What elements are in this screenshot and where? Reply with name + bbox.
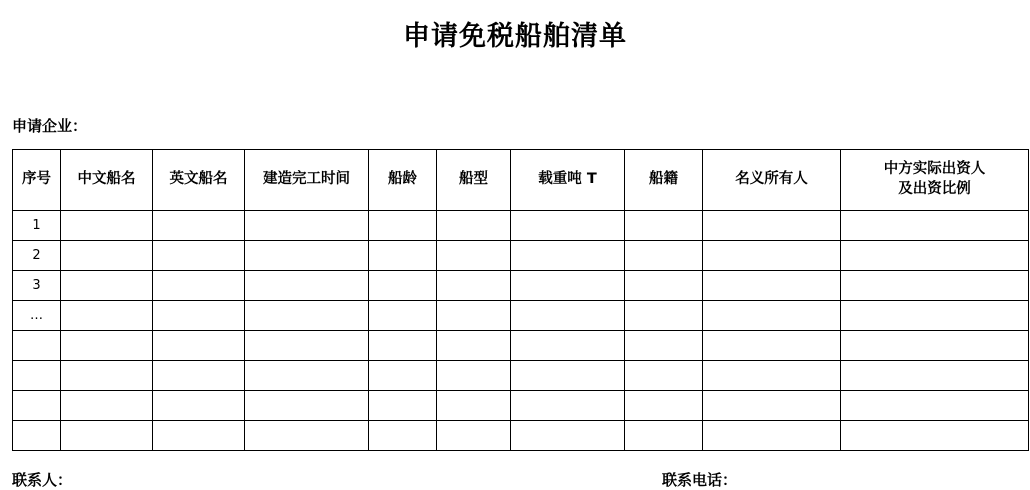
table-body	[13, 211, 1029, 451]
column-header-chinese-investor-line1: 中方实际出资人	[883, 161, 986, 178]
cell-ship-age[interactable]	[369, 241, 437, 271]
cell-flag[interactable]	[625, 361, 703, 391]
column-header-chinese-investor	[841, 150, 1029, 211]
cell-seq: 2	[13, 241, 61, 271]
cell-seq: 3	[13, 271, 61, 301]
cell-ship-type[interactable]	[437, 271, 511, 301]
cell-nominal-owner[interactable]	[703, 271, 841, 301]
column-header-en-name: 英文船名	[153, 150, 245, 211]
cell-build-date[interactable]	[245, 241, 369, 271]
cell-chinese-investor[interactable]	[841, 271, 1029, 301]
footer	[12, 469, 1018, 490]
cell-ship-age[interactable]	[369, 301, 437, 331]
cell-deadweight[interactable]	[511, 301, 625, 331]
cell-seq: …	[13, 301, 61, 331]
cell-en-name[interactable]	[153, 421, 245, 451]
cell-en-name[interactable]	[153, 271, 245, 301]
cell-build-date[interactable]	[245, 211, 369, 241]
table-row	[13, 331, 1029, 361]
cell-seq	[13, 421, 61, 451]
contact-person-label: 联系人：	[12, 471, 73, 489]
cell-nominal-owner[interactable]	[703, 331, 841, 361]
cell-nominal-owner[interactable]	[703, 361, 841, 391]
cell-chinese-investor[interactable]	[841, 241, 1029, 271]
table-row	[13, 211, 1029, 241]
table-row	[13, 361, 1029, 391]
column-header-build-date: 建造完工时间	[245, 150, 369, 211]
cell-chinese-investor[interactable]	[841, 331, 1029, 361]
cell-ship-age[interactable]	[369, 361, 437, 391]
table-row	[13, 241, 1029, 271]
cell-ship-type[interactable]	[437, 421, 511, 451]
column-header-ship-type: 船型	[437, 150, 511, 211]
applicant-company-label: 申请企业：	[12, 117, 88, 135]
cell-chinese-investor[interactable]	[841, 301, 1029, 331]
cell-ship-type[interactable]	[437, 391, 511, 421]
column-header-deadweight: 载重吨 T	[511, 150, 625, 211]
cell-en-name[interactable]	[153, 331, 245, 361]
cell-en-name[interactable]	[153, 211, 245, 241]
cell-ship-type[interactable]	[437, 361, 511, 391]
cell-seq: 1	[13, 211, 61, 241]
cell-chinese-investor[interactable]	[841, 361, 1029, 391]
cell-flag[interactable]	[625, 271, 703, 301]
cell-nominal-owner[interactable]	[703, 421, 841, 451]
table-row	[13, 421, 1029, 451]
cell-deadweight[interactable]	[511, 271, 625, 301]
cell-nominal-owner[interactable]	[703, 211, 841, 241]
table-row	[13, 271, 1029, 301]
cell-deadweight[interactable]	[511, 331, 625, 361]
column-header-flag: 船籍	[625, 150, 703, 211]
cell-flag[interactable]	[625, 421, 703, 451]
cell-flag[interactable]	[625, 241, 703, 271]
cell-build-date[interactable]	[245, 301, 369, 331]
ship-list-table	[12, 149, 1029, 451]
cell-ship-type[interactable]	[437, 301, 511, 331]
cell-cn-name[interactable]	[61, 271, 153, 301]
cell-cn-name[interactable]	[61, 361, 153, 391]
cell-deadweight[interactable]	[511, 241, 625, 271]
cell-seq	[13, 331, 61, 361]
cell-build-date[interactable]	[245, 361, 369, 391]
cell-ship-age[interactable]	[369, 331, 437, 361]
cell-seq	[13, 361, 61, 391]
cell-flag[interactable]	[625, 391, 703, 421]
cell-deadweight[interactable]	[511, 391, 625, 421]
cell-nominal-owner[interactable]	[703, 241, 841, 271]
cell-en-name[interactable]	[153, 241, 245, 271]
cell-flag[interactable]	[625, 301, 703, 331]
cell-flag[interactable]	[625, 331, 703, 361]
cell-ship-age[interactable]	[369, 271, 437, 301]
cell-build-date[interactable]	[245, 331, 369, 361]
cell-ship-age[interactable]	[369, 391, 437, 421]
cell-build-date[interactable]	[245, 391, 369, 421]
cell-en-name[interactable]	[153, 391, 245, 421]
cell-nominal-owner[interactable]	[703, 301, 841, 331]
table-header-row	[13, 150, 1029, 211]
contact-phone-label: 联系电话：	[662, 471, 738, 489]
column-header-ship-age: 船龄	[369, 150, 437, 211]
cell-cn-name[interactable]	[61, 241, 153, 271]
cell-en-name[interactable]	[153, 301, 245, 331]
column-header-cn-name: 中文船名	[61, 150, 153, 211]
cell-ship-type[interactable]	[437, 211, 511, 241]
cell-ship-age[interactable]	[369, 211, 437, 241]
cell-chinese-investor[interactable]	[841, 421, 1029, 451]
cell-flag[interactable]	[625, 211, 703, 241]
column-header-seq: 序号	[13, 150, 61, 211]
cell-nominal-owner[interactable]	[703, 391, 841, 421]
cell-ship-type[interactable]	[437, 241, 511, 271]
page-title: 申请免税船舶清单	[403, 21, 627, 52]
cell-en-name[interactable]	[153, 361, 245, 391]
table-row	[13, 301, 1029, 331]
cell-deadweight[interactable]	[511, 361, 625, 391]
cell-build-date[interactable]	[245, 271, 369, 301]
cell-ship-age[interactable]	[369, 421, 437, 451]
table-row	[13, 391, 1029, 421]
cell-ship-type[interactable]	[437, 331, 511, 361]
cell-chinese-investor[interactable]	[841, 391, 1029, 421]
column-header-chinese-investor-line2: 及出资比例	[898, 181, 971, 197]
cell-cn-name[interactable]	[61, 331, 153, 361]
column-header-nominal-owner: 名义所有人	[703, 150, 841, 211]
cell-deadweight[interactable]	[511, 211, 625, 241]
cell-seq	[13, 391, 61, 421]
cell-deadweight[interactable]	[511, 421, 625, 451]
cell-cn-name[interactable]	[61, 391, 153, 421]
cell-cn-name[interactable]	[61, 211, 153, 241]
cell-chinese-investor[interactable]	[841, 211, 1029, 241]
cell-build-date[interactable]	[245, 421, 369, 451]
cell-cn-name[interactable]	[61, 421, 153, 451]
cell-cn-name[interactable]	[61, 301, 153, 331]
